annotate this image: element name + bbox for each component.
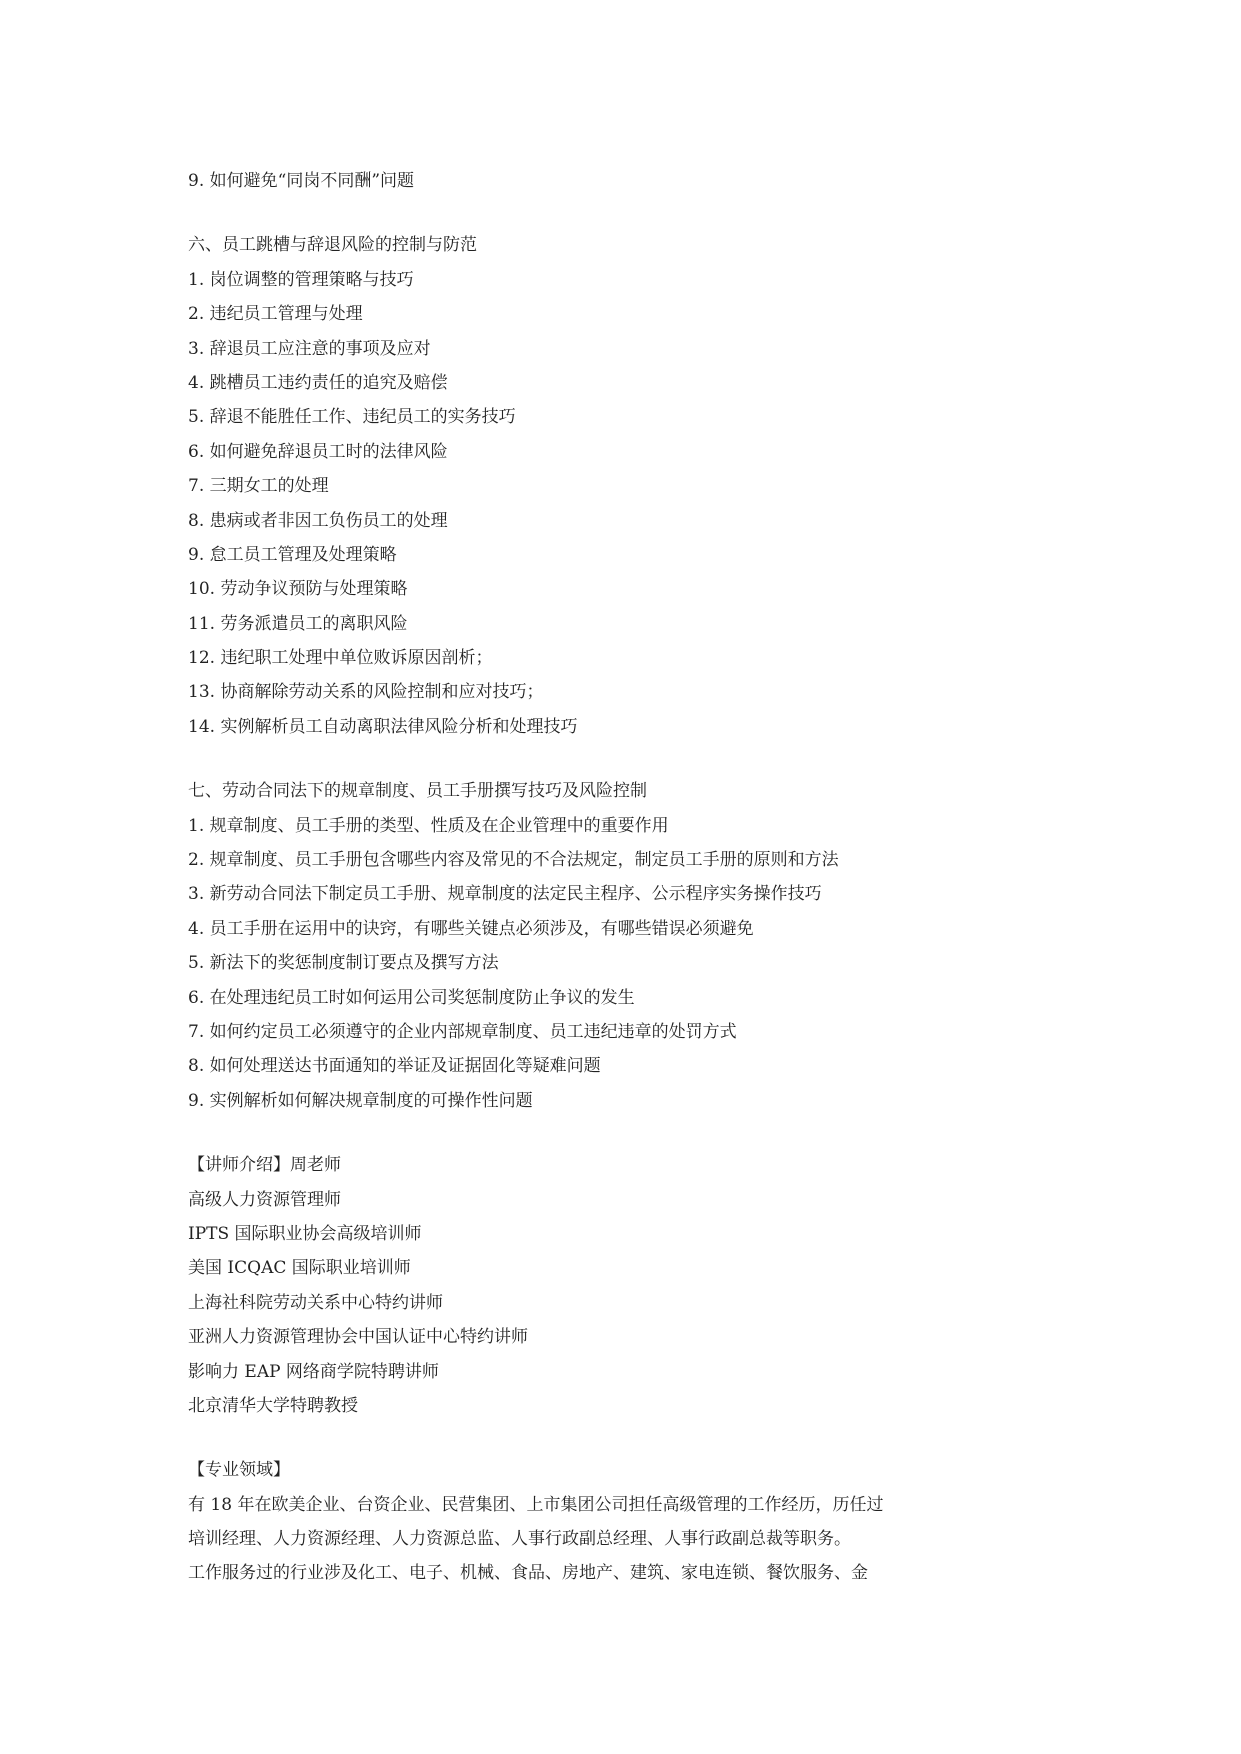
paragraph-spacer xyxy=(188,198,968,228)
expertise-text-line: 有 18 年在欧美企业、台资企业、民营集团、上市集团公司担任高级管理的工作经历，历任过 xyxy=(188,1494,884,1515)
list-item: 8. 如何处理送达书面通知的举证及证据固化等疑难问题 xyxy=(188,1056,601,1077)
list-item: 6. 如何避免辞退员工时的法律风险 xyxy=(188,441,448,462)
section-heading-six: 六、员工跳槽与辞退风险的控制与防范 xyxy=(188,235,477,256)
paragraph-spacer xyxy=(188,744,968,774)
list-item: 5. 新法下的奖惩制度制订要点及撰写方法 xyxy=(188,953,499,974)
paragraph-spacer xyxy=(188,1423,968,1453)
list-item: 6. 在处理违纪员工时如何运用公司奖惩制度防止争议的发生 xyxy=(188,987,635,1008)
list-item: 14. 实例解析员工自动离职法律风险分析和处理技巧 xyxy=(188,716,578,737)
list-item: 8. 患病或者非因工负伤员工的处理 xyxy=(188,510,448,531)
expertise-text-line: 培训经理、人力资源经理、人力资源总监、人事行政副总经理、人事行政副总裁等职务。 xyxy=(188,1529,851,1550)
list-item-equal-pay: 9. 如何避免“同岗不同酬”问题 xyxy=(188,171,415,191)
paragraph-spacer xyxy=(188,1118,968,1148)
instructor-title: IPTS 国际职业协会高级培训师 xyxy=(188,1223,422,1244)
list-item: 2. 违纪员工管理与处理 xyxy=(188,304,363,325)
list-item: 9. 实例解析如何解决规章制度的可操作性问题 xyxy=(188,1090,533,1111)
expertise-text-line: 工作服务过的行业涉及化工、电子、机械、食品、房地产、建筑、家电连锁、餐饮服务、金 xyxy=(188,1563,868,1584)
list-item: 7. 三期女工的处理 xyxy=(188,476,329,497)
list-item: 3. 新劳动合同法下制定员工手册、规章制度的法定民主程序、公示程序实务操作技巧 xyxy=(188,884,822,905)
section-heading-seven: 七、劳动合同法下的规章制度、员工手册撰写技巧及风险控制 xyxy=(188,781,647,802)
expertise-heading: 【专业领域】 xyxy=(188,1460,290,1481)
list-item: 1. 规章制度、员工手册的类型、性质及在企业管理中的重要作用 xyxy=(188,815,669,836)
instructor-heading: 【讲师介绍】周老师 xyxy=(188,1155,341,1176)
instructor-title: 影响力 EAP 网络商学院特聘讲师 xyxy=(188,1361,439,1382)
instructor-title: 美国 ICQAC 国际职业培训师 xyxy=(188,1258,411,1279)
document-body xyxy=(188,164,968,1591)
list-item: 5. 辞退不能胜任工作、违纪员工的实务技巧 xyxy=(188,407,516,428)
list-item: 10. 劳动争议预防与处理策略 xyxy=(188,579,408,600)
list-item: 12. 违纪职工处理中单位败诉原因剖析； xyxy=(188,648,493,669)
list-item: 4. 跳槽员工违约责任的追究及赔偿 xyxy=(188,372,448,393)
instructor-title: 上海社科院劳动关系中心特约讲师 xyxy=(188,1292,443,1313)
list-item: 7. 如何约定员工必须遵守的企业内部规章制度、员工违纪违章的处罚方式 xyxy=(188,1021,737,1042)
instructor-title: 高级人力资源管理师 xyxy=(188,1189,341,1210)
instructor-title: 北京清华大学特聘教授 xyxy=(188,1395,358,1416)
list-item: 4. 员工手册在运用中的诀窍，有哪些关键点必须涉及，有哪些错误必须避免 xyxy=(188,918,754,939)
list-item: 1. 岗位调整的管理策略与技巧 xyxy=(188,269,414,290)
list-item: 3. 辞退员工应注意的事项及应对 xyxy=(188,338,431,359)
list-item: 13. 协商解除劳动关系的风险控制和应对技巧； xyxy=(188,682,544,703)
list-item: 2. 规章制度、员工手册包含哪些内容及常见的不合法规定，制定员工手册的原则和方法 xyxy=(188,850,839,871)
list-item: 9. 怠工员工管理及处理策略 xyxy=(188,544,397,565)
instructor-title: 亚洲人力资源管理协会中国认证中心特约讲师 xyxy=(188,1327,528,1348)
list-item: 11. 劳务派遣员工的离职风险 xyxy=(188,613,408,634)
